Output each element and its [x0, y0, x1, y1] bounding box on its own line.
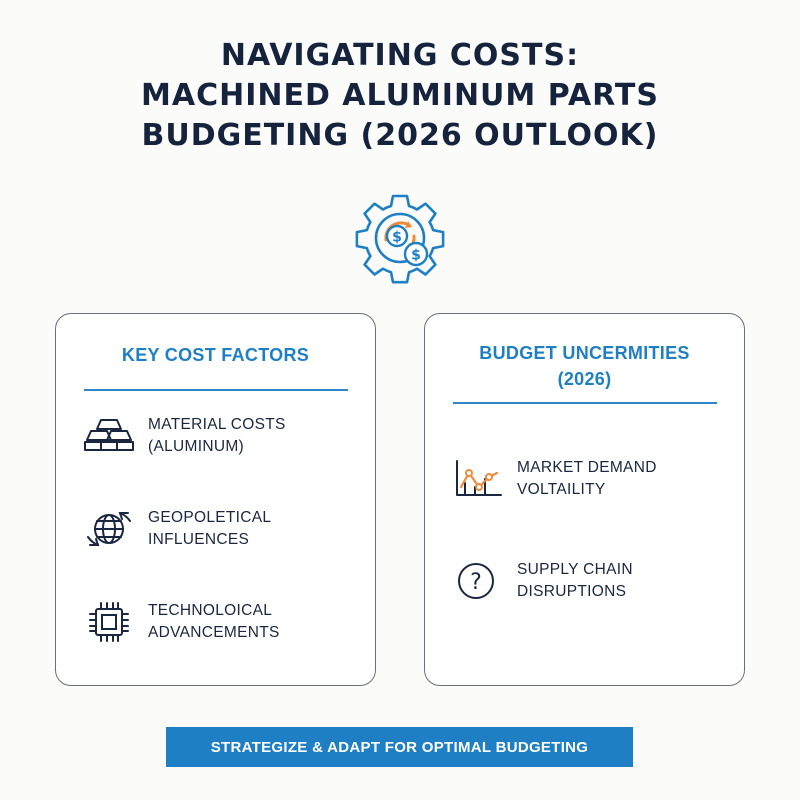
item-label: SUPPLY CHAIN DISRUPTIONS: [517, 561, 633, 600]
title-line-3: BUDGETING (2026 OUTLOOK): [141, 118, 659, 153]
card-divider: [453, 402, 717, 404]
card-title: KEY COST FACTORS: [121, 345, 310, 365]
svg-text:$: $: [392, 229, 402, 246]
item-label: MATERIAL COSTS (ALUMINUM): [148, 416, 286, 455]
title-line-2: MACHINED ALUMINUM PARTS: [141, 78, 659, 113]
list-item-market-demand: [451, 457, 657, 501]
list-item-supply-chain: [451, 559, 633, 603]
key-cost-factors-card: [55, 313, 376, 686]
svg-text:?: ?: [470, 570, 482, 595]
budget-uncertainties-card: [424, 313, 745, 686]
list-item-material-costs: [82, 414, 286, 458]
question-circle-icon: [451, 559, 505, 603]
item-label: GEOPOLETICAL INFLUENCES: [148, 509, 272, 548]
list-item-geopolitical: [82, 507, 271, 551]
list-item-technological: [82, 600, 280, 644]
gear-dollar-cycle-icon: [352, 190, 448, 286]
line-chart-icon: [451, 457, 505, 501]
globe-exchange-icon: [82, 507, 136, 551]
card-title-line-2: (2026): [557, 369, 612, 389]
svg-text:$: $: [411, 247, 421, 264]
card-divider: [84, 389, 348, 391]
aluminum-ingots-icon: [82, 414, 136, 458]
item-label: MARKET DEMAND VOLTAILITY: [517, 459, 657, 498]
item-label: TECHNOLOICAL ADVANCEMENTS: [148, 602, 280, 641]
card-title: [425, 340, 744, 392]
banner-text: STRATEGIZE & ADAPT FOR OPTIMAL BUDGETING: [210, 738, 589, 756]
title-line-1: NAVIGATING COSTS:: [220, 38, 580, 73]
card-title-line-1: BUDGET UNCERMITIES: [479, 343, 690, 363]
strategize-banner: [166, 727, 633, 767]
microchip-icon: [82, 600, 136, 644]
page-title: [0, 36, 800, 156]
